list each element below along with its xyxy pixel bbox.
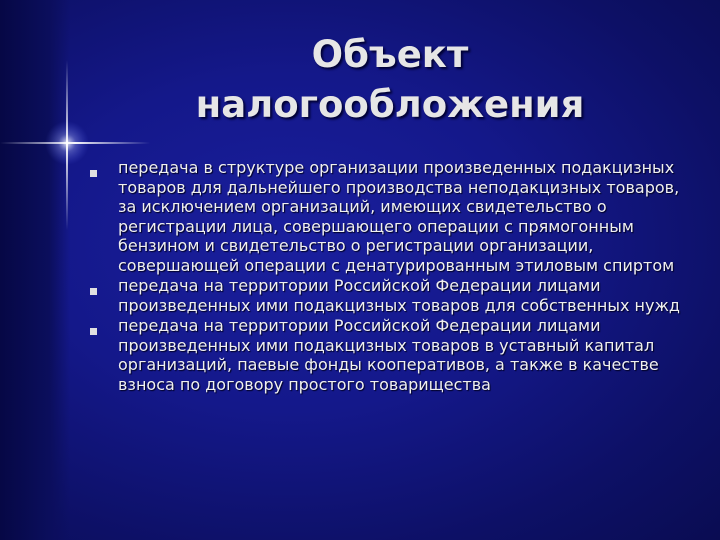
square-bullet-icon	[90, 288, 97, 295]
list-item	[88, 276, 688, 315]
bullet-list	[88, 158, 688, 395]
slide-title	[120, 30, 660, 130]
square-bullet-icon	[90, 328, 97, 335]
left-dark-band	[0, 0, 70, 540]
list-item	[88, 316, 688, 394]
title-line-2: налогообложения	[195, 83, 585, 126]
bullet-text: передача в структуре организации произведенных подакцизных товаров для дальнейшего производства неподакцизных товаров, за исключением организаций, имеющих свидетельство о регистрации лица, совершающего операции с прямогонным бензином и свидетельство о регистрации организации, совершающей операции с денатурированным этиловым спиртом	[118, 158, 680, 275]
list-item	[88, 158, 688, 275]
bullet-text: передача на территории Российской Федерации лицами произведенных ими подакцизных товаров для собственных нужд	[118, 276, 680, 315]
title-line-1: Объект	[311, 33, 469, 76]
square-bullet-icon	[90, 170, 97, 177]
bullet-text: передача на территории Российской Федерации лицами произведенных ими подакцизных товаров в уставный капитал организаций, паевые фонды кооперативов, а также в качестве взноса по договору простого товарищества	[118, 316, 659, 394]
